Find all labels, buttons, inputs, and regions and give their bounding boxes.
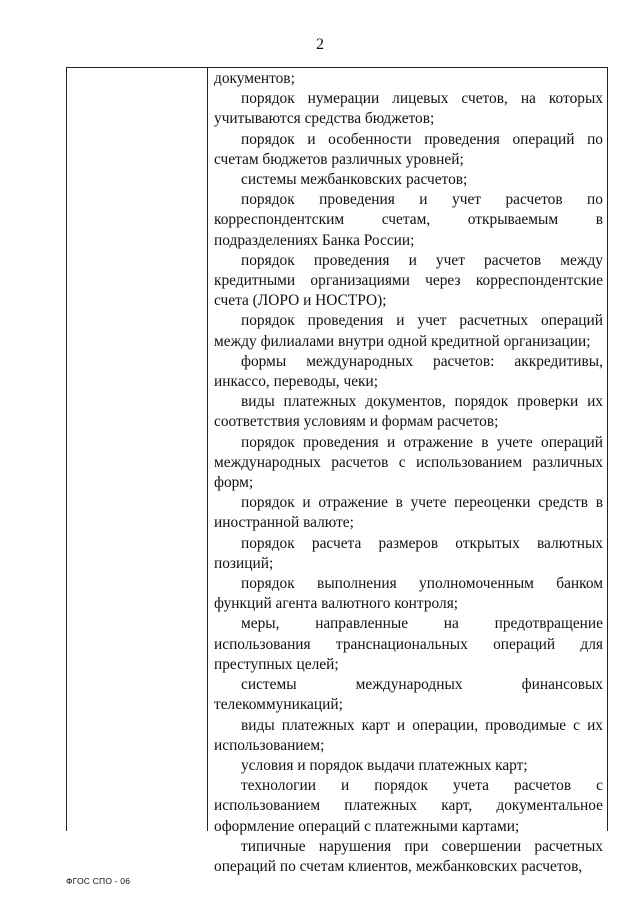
list-item: системы межбанковских расчетов;	[241, 171, 468, 189]
page-number: 2	[316, 36, 324, 53]
footer-code: ФГОС СПО - 06	[66, 876, 131, 886]
list-item: порядок расчета размеров открытых валютных позиций;	[214, 534, 603, 572]
list-item: условия и порядок выдачи платежных карт;	[241, 756, 528, 774]
list-item: виды платежных карт и операции, проводимые с их использованием;	[214, 716, 603, 754]
table-right-cell	[208, 68, 607, 875]
list-item: порядок проведения и учет расчетов между кредитными организациями через корреспондентские счета (ЛОРО и НОСТРО);	[214, 251, 603, 310]
list-item: порядок и отражение в учете переоценки средств в иностранной валюте;	[214, 494, 603, 532]
list-item: формы международных расчетов: аккредитивы, инкассо, переводы, чеки;	[214, 352, 603, 391]
list-item: порядок и особенности проведения операций по счетам бюджетов различных уровней;	[214, 130, 603, 168]
list-item: меры, направленные на предотвращение использования транснациональных операций для преступных целей;	[214, 615, 603, 673]
list-item: порядок нумерации лицевых счетов, на которых учитываются средства бюджетов;	[214, 90, 603, 128]
table-left-cell	[67, 68, 208, 831]
list-item: порядок выполнения уполномоченным банком функций агента валютного контроля;	[214, 575, 603, 613]
list-item: виды платежных документов, порядок проверки их соответствия условиям и формам расчетов;	[214, 393, 603, 431]
list-item: порядок проведения и отражение в учете операций международных расчетов с использованием различных форм;	[214, 433, 603, 492]
list-item: системы международных финансовых телекоммуникаций;	[214, 676, 603, 714]
list-item: порядок проведения и учет расчетных операций между филиалами внутри одной кредитной организации;	[214, 312, 603, 350]
list-item: документов;	[214, 70, 295, 87]
list-item: типичные нарушения при совершении расчетных операций по счетам клиентов, межбанковских расчетов,	[214, 837, 603, 875]
list-item: технологии и порядок учета расчетов с использованием платежных карт, документальное оформление операций с платежными картами;	[214, 777, 603, 835]
list-item: порядок проведения и учет расчетов по корреспондентским счетам, открываемым в подразделениях Банка России;	[214, 191, 603, 249]
content-table	[66, 67, 608, 875]
